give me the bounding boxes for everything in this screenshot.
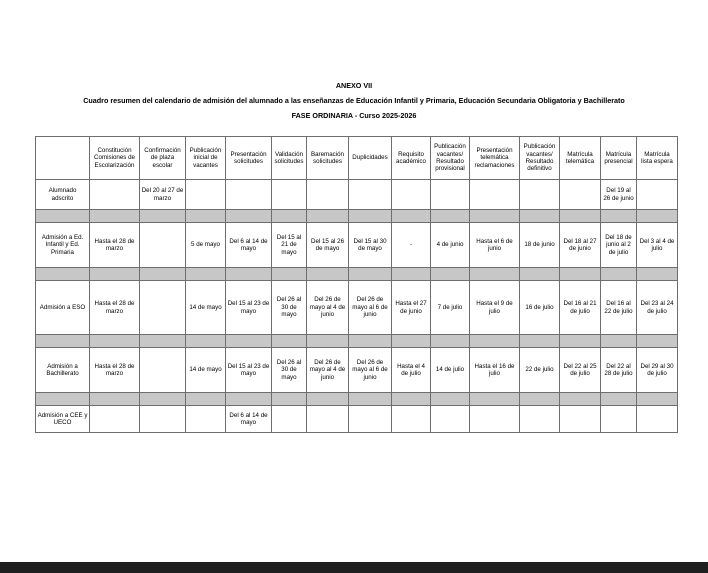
separator-cell xyxy=(272,268,307,281)
table-cell xyxy=(272,180,307,210)
row-label: Admisión a Bachillerato xyxy=(36,348,90,393)
table-cell: Hasta el 9 de julio xyxy=(470,281,520,335)
annex-title: ANEXO VII xyxy=(335,81,373,90)
table-cell: 18 de junio xyxy=(520,223,560,268)
separator-cell xyxy=(560,335,601,348)
row-label: Admisión a Ed. Infantil y Ed. Primaria xyxy=(36,223,90,268)
separator-cell xyxy=(272,393,307,406)
separator-cell xyxy=(431,393,470,406)
table-cell: Del 15 al 23 de mayo xyxy=(226,348,272,393)
header-cell: Constitución Comisiones de Escolarización xyxy=(90,137,140,180)
table-cell xyxy=(637,406,678,433)
separator-cell xyxy=(560,393,601,406)
table-cell xyxy=(560,180,601,210)
separator-cell xyxy=(307,210,349,223)
table-cell: Del 29 al 30 de julio xyxy=(637,348,678,393)
table-cell: Del 19 al 26 de junio xyxy=(601,180,637,210)
table-cell: Del 3 al 4 de julio xyxy=(637,223,678,268)
separator-cell xyxy=(392,210,431,223)
header-cell: Matrícula lista espera xyxy=(637,137,678,180)
separator-cell xyxy=(470,335,520,348)
separator-cell xyxy=(140,393,186,406)
row-label: Alumnado adscrito xyxy=(36,180,90,210)
separator-cell xyxy=(349,335,392,348)
header-cell: Confirmación de plaza escolar xyxy=(140,137,186,180)
table-cell: Hasta el 28 de marzo xyxy=(90,348,140,393)
separator-cell xyxy=(140,268,186,281)
table-cell: Del 26 de mayo al 4 de junio xyxy=(307,348,349,393)
table-cell xyxy=(431,406,470,433)
bottom-bar xyxy=(0,562,708,573)
table-cell: Hasta el 27 de junio xyxy=(392,281,431,335)
separator-cell xyxy=(637,268,678,281)
table-cell xyxy=(307,180,349,210)
table-cell xyxy=(140,348,186,393)
table-cell: 4 de junio xyxy=(431,223,470,268)
header-cell: Validación solicitudes xyxy=(272,137,307,180)
table-cell: 7 de julio xyxy=(431,281,470,335)
header-cell: Matrícula presencial xyxy=(601,137,637,180)
table-cell xyxy=(349,406,392,433)
separator-cell xyxy=(637,335,678,348)
admission-calendar-table xyxy=(35,136,678,433)
row-label: Admisión a ESO xyxy=(36,281,90,335)
separator-cell xyxy=(470,393,520,406)
separator-cell xyxy=(226,393,272,406)
separator-row xyxy=(36,210,678,223)
separator-cell xyxy=(392,335,431,348)
separator-cell xyxy=(90,210,140,223)
separator-cell xyxy=(601,210,637,223)
table-cell xyxy=(140,406,186,433)
table-cell: Del 20 al 27 de marzo xyxy=(140,180,186,210)
separator-cell xyxy=(272,210,307,223)
table-cell: Del 16 al 22 de julio xyxy=(601,281,637,335)
document-title: Cuadro resumen del calendario de admisión del alumnado a las enseñanzas de Educación Infantil y Primaria, Educación Secundaria Obligatoria y Bachillerato xyxy=(83,96,625,105)
table-cell: 14 de mayo xyxy=(186,348,226,393)
table-cell: Del 6 al 14 de mayo xyxy=(226,406,272,433)
table-cell: Del 16 al 21 de julio xyxy=(560,281,601,335)
separator-cell xyxy=(36,268,90,281)
table-cell xyxy=(520,180,560,210)
separator-cell xyxy=(36,210,90,223)
table-cell xyxy=(637,180,678,210)
separator-cell xyxy=(470,268,520,281)
table-cell xyxy=(90,406,140,433)
table-cell: Del 26 al 30 de mayo xyxy=(272,281,307,335)
separator-cell xyxy=(431,210,470,223)
table-row xyxy=(36,348,678,393)
separator-cell xyxy=(36,335,90,348)
table-row xyxy=(36,281,678,335)
table-cell: - xyxy=(392,223,431,268)
table-row xyxy=(36,180,678,210)
table-cell: Del 15 al 30 de mayo xyxy=(349,223,392,268)
table-cell xyxy=(90,180,140,210)
table-cell: Del 15 al 26 de mayo xyxy=(307,223,349,268)
separator-cell xyxy=(560,268,601,281)
header-cell xyxy=(36,137,90,180)
separator-cell xyxy=(560,210,601,223)
separator-cell xyxy=(392,268,431,281)
table-cell: Hasta el 28 de marzo xyxy=(90,281,140,335)
table-cell xyxy=(431,180,470,210)
table-cell: Hasta el 6 de junio xyxy=(470,223,520,268)
table-cell: Del 15 al 21 de mayo xyxy=(272,223,307,268)
header-row xyxy=(36,137,678,180)
table-cell xyxy=(226,180,272,210)
separator-cell xyxy=(226,268,272,281)
table-cell xyxy=(601,406,637,433)
table-cell xyxy=(186,406,226,433)
header-cell: Publicación vacantes/ Resultado definitivo xyxy=(520,137,560,180)
separator-cell xyxy=(90,268,140,281)
header-cell: Publicación inicial de vacantes xyxy=(186,137,226,180)
table-cell xyxy=(470,406,520,433)
table-cell: Del 26 de mayo al 4 de junio xyxy=(307,281,349,335)
separator-cell xyxy=(431,268,470,281)
separator-cell xyxy=(601,335,637,348)
header-cell: Matrícula telemática xyxy=(560,137,601,180)
separator-cell xyxy=(307,393,349,406)
table-cell: 14 de julio xyxy=(431,348,470,393)
table-cell: 5 de mayo xyxy=(186,223,226,268)
separator-cell xyxy=(431,335,470,348)
separator-cell xyxy=(520,393,560,406)
separator-cell xyxy=(520,335,560,348)
table-cell: Del 18 al 27 de junio xyxy=(560,223,601,268)
table-cell: Del 15 al 23 de mayo xyxy=(226,281,272,335)
separator-cell xyxy=(520,268,560,281)
table-cell: 14 de mayo xyxy=(186,281,226,335)
table-cell: Del 22 al 28 de julio xyxy=(601,348,637,393)
separator-cell xyxy=(637,393,678,406)
separator-row xyxy=(36,335,678,348)
table-cell xyxy=(140,223,186,268)
table-cell xyxy=(272,406,307,433)
header-cell: Presentación solicitudes xyxy=(226,137,272,180)
separator-cell xyxy=(601,268,637,281)
table-cell: Del 6 al 14 de mayo xyxy=(226,223,272,268)
separator-cell xyxy=(36,393,90,406)
table-cell xyxy=(140,281,186,335)
separator-cell xyxy=(90,393,140,406)
separator-cell xyxy=(349,210,392,223)
separator-cell xyxy=(226,335,272,348)
table-cell xyxy=(392,180,431,210)
table-cell: Del 26 al 30 de mayo xyxy=(272,348,307,393)
separator-cell xyxy=(226,210,272,223)
table-cell: Del 22 al 25 de julio xyxy=(560,348,601,393)
table-cell xyxy=(349,180,392,210)
separator-cell xyxy=(186,210,226,223)
row-label: Admisión a CEE y UECO xyxy=(36,406,90,433)
table-cell xyxy=(307,406,349,433)
separator-cell xyxy=(186,335,226,348)
table-cell: 16 de julio xyxy=(520,281,560,335)
table-cell xyxy=(520,406,560,433)
separator-row xyxy=(36,268,678,281)
separator-cell xyxy=(186,268,226,281)
table-cell xyxy=(470,180,520,210)
header-cell: Requisito académico xyxy=(392,137,431,180)
table-cell: Del 23 al 24 de julio xyxy=(637,281,678,335)
separator-cell xyxy=(140,335,186,348)
separator-cell xyxy=(349,268,392,281)
table-cell xyxy=(392,406,431,433)
table-cell xyxy=(560,406,601,433)
separator-cell xyxy=(307,268,349,281)
separator-cell xyxy=(90,335,140,348)
table-cell: Hasta el 28 de marzo xyxy=(90,223,140,268)
table-cell: Del 26 de mayo al 6 de junio xyxy=(349,348,392,393)
separator-cell xyxy=(392,393,431,406)
separator-cell xyxy=(601,393,637,406)
header-cell: Presentación telemática reclamaciones xyxy=(470,137,520,180)
separator-cell xyxy=(520,210,560,223)
table-cell xyxy=(186,180,226,210)
separator-cell xyxy=(637,210,678,223)
table-row xyxy=(36,406,678,433)
separator-row xyxy=(36,393,678,406)
table-cell: Del 18 de junio al 2 de julio xyxy=(601,223,637,268)
separator-cell xyxy=(186,393,226,406)
table-cell: Del 26 de mayo al 6 de junio xyxy=(349,281,392,335)
separator-cell xyxy=(307,335,349,348)
table-cell: Hasta el 16 de julio xyxy=(470,348,520,393)
separator-cell xyxy=(272,335,307,348)
header-cell: Baremación solicitudes xyxy=(307,137,349,180)
separator-cell xyxy=(470,210,520,223)
header-cell: Duplicidades xyxy=(349,137,392,180)
table-cell: 22 de julio xyxy=(520,348,560,393)
table-row xyxy=(36,223,678,268)
separator-cell xyxy=(140,210,186,223)
header-cell: Publicación vacantes/ Resultado provisional xyxy=(431,137,470,180)
table-cell: Hasta el 4 de julio xyxy=(392,348,431,393)
document-subtitle: FASE ORDINARIA - Curso 2025-2026 xyxy=(291,111,417,120)
separator-cell xyxy=(349,393,392,406)
